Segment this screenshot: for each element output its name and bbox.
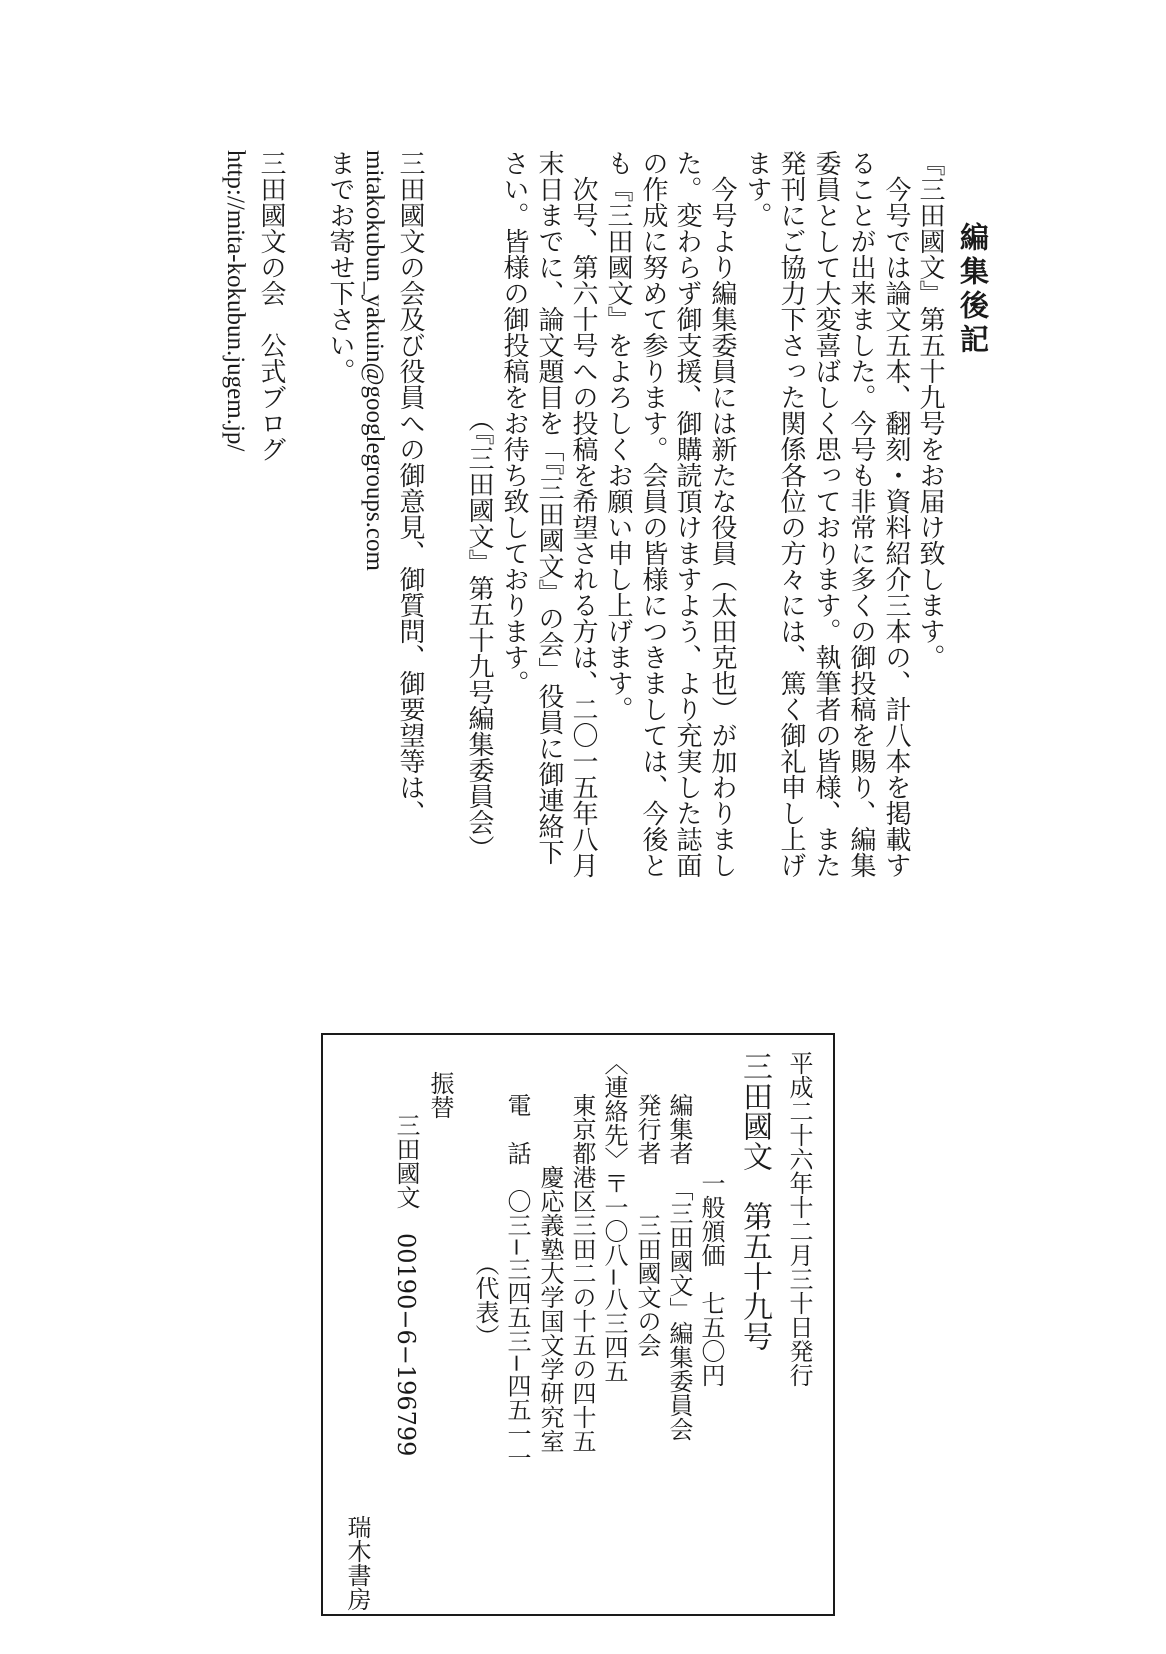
contact-line: までお寄せ下さい。: [325, 150, 355, 384]
transfer-account: 三田國文 00190−6−196799: [392, 1113, 420, 1457]
issue-date: 平成二十六年十二月三十日発行: [785, 1051, 813, 1387]
afterword-line: 今号では論文五本、翻刻・資料紹介三本の、計八本を掲載す: [881, 150, 911, 878]
contact-label: 〈連絡先〉〒一〇八−八三四五: [600, 1051, 628, 1384]
address-dept: 慶応義塾大学国文学研究室: [536, 1165, 564, 1453]
contact-line: 三田國文の会及び役員への御意見、御質問、御要望等は、: [395, 150, 425, 826]
journal-title: 三田國文 第五十九号: [737, 1051, 772, 1351]
afterword-line: た。変わらず御支援、御購読頂けますよう、より充実した誌面: [672, 150, 702, 878]
phone: 電 話 〇三−三四五三−四五一一: [503, 1093, 531, 1470]
afterword-signature: （『三田國文』第五十九号編集委員会）: [464, 406, 494, 861]
editor: 編集者 「三田國文」編集委員会: [665, 1093, 693, 1441]
afterword-line: 今号より編集委員には新たな役員（太田克也）が加わりまし: [707, 150, 737, 878]
printer: 瑞木書房: [343, 1515, 371, 1611]
transfer-label: 振替: [426, 1071, 454, 1119]
publisher: 発行者 三田國文の会: [633, 1093, 661, 1357]
afterword-line: さい。皆様の御投稿をお待ち致しております。: [499, 150, 529, 696]
colophon-box: [321, 1033, 835, 1616]
blog-label: 三田國文の会 公式ブログ: [256, 150, 286, 462]
afterword-line: の作成に努めて参ります。会員の皆様につきましては、今後と: [638, 150, 668, 878]
afterword-title: 編集後記: [956, 222, 990, 358]
afterword-line: 『三田國文』第五十九号をお届け致します。: [915, 150, 945, 670]
afterword-line: ます。: [742, 150, 772, 228]
afterword-line: 次号、第六十号への投稿を希望される方は、二〇一五年八月: [568, 150, 598, 878]
afterword-line: 委員として大変喜ばしく思っております。執筆者の皆様、また: [811, 150, 841, 878]
address: 東京都港区三田二の十五の四十五: [568, 1093, 596, 1453]
contact-email[interactable]: mitakokubun_yakuin@googlegroups.com: [361, 150, 388, 571]
phone-note: （代表）: [471, 1252, 499, 1348]
afterword-line: ることが出来ました。今号も非常に多くの御投稿を賜り、編集: [846, 150, 876, 878]
afterword-line: 末日までに、論文題目を「『三田國文』の会」役員に御連絡下: [534, 150, 564, 865]
blog-url[interactable]: http://mita-kokubun.jugem.jp/: [222, 150, 249, 452]
price: 一般頒価 七五〇円: [697, 1171, 725, 1387]
afterword-line: 発刊にご協力下さった関係各位の方々には、篤く御礼申し上げ: [776, 150, 806, 878]
afterword-line: も『三田國文』をよろしくお願い申し上げます。: [603, 150, 633, 722]
